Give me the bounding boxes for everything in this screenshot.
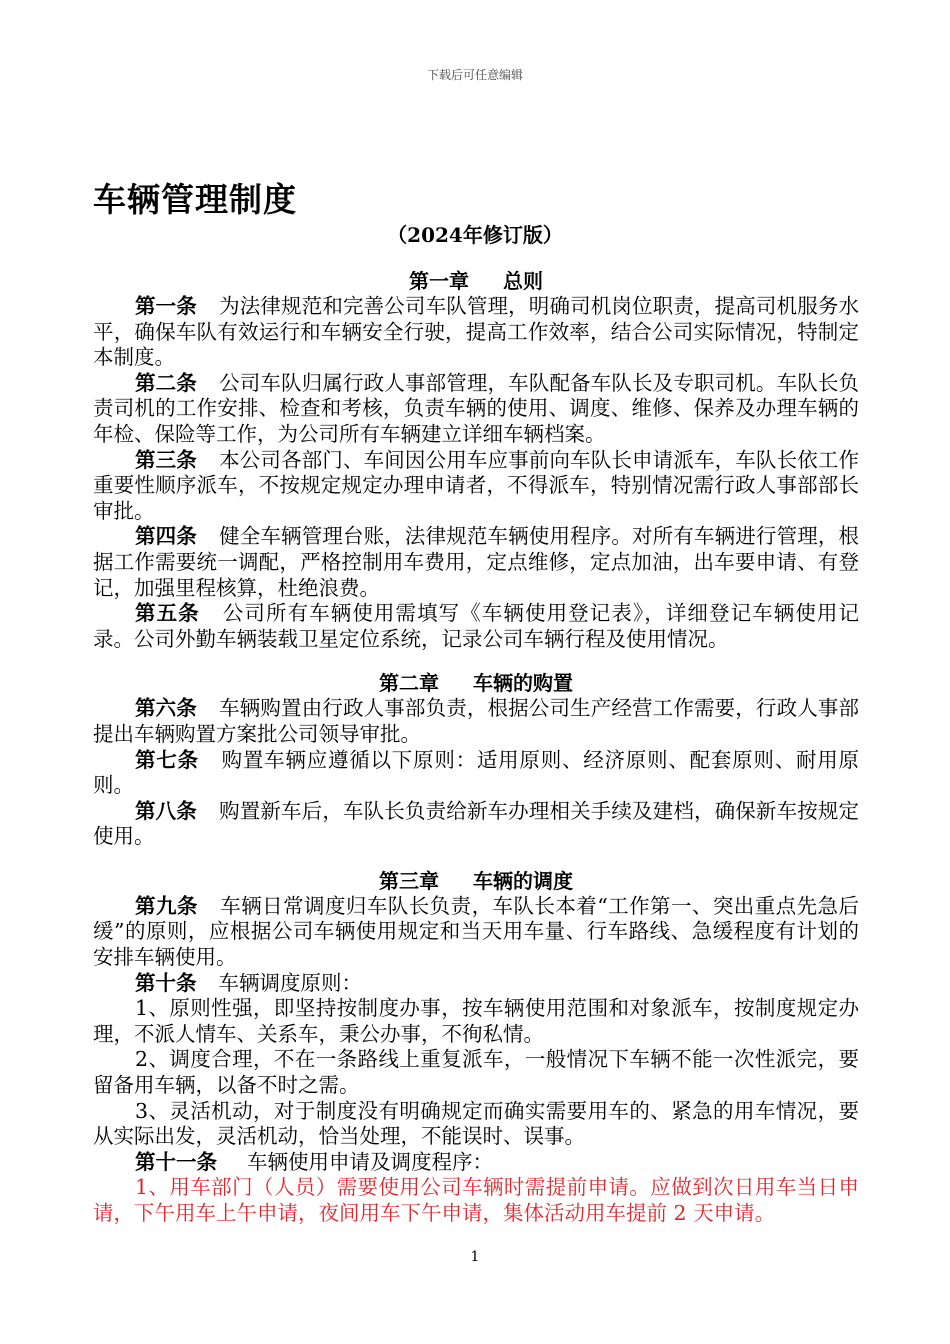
chapter-heading <box>93 670 859 696</box>
list-item-paragraph <box>93 1099 859 1150</box>
chapter-name: 车辆的调度 <box>473 868 573 893</box>
list-item-text: 3、灵活机动，对于制度没有明确规定而确实需要用车的、紧急的用车情况，要从实际出发，灵活机动，恰当处理，不能误时、误事。 <box>93 1098 859 1149</box>
article-text: 公司车队归属行政人事部管理，车队配备车队长及专职司机。车队长负责司机的工作安排、检查和考核，负责车辆的使用、调度、维修、保养及办理车辆的年检、保险等工作，为公司所有车辆建立详细车辆档案。 <box>93 370 860 446</box>
document-body <box>93 268 859 1227</box>
article-label: 第二条 <box>135 370 197 395</box>
article-paragraph <box>93 748 859 799</box>
article-text: 健全车辆管理台账，法律规范车辆使用程序。对所有车辆进行管理，根据工作需要统一调配，严格控制用车费用，定点维修，定点加油，出车要申请、有登记，加强里程核算，杜绝浪费。 <box>93 524 860 600</box>
chapter-heading <box>93 268 859 294</box>
article-text: 车辆调度原则： <box>218 970 362 995</box>
page-number: 1 <box>470 1249 480 1265</box>
article-paragraph <box>93 371 859 448</box>
chapter-number: 第二章 <box>379 671 439 696</box>
highlighted-list-item <box>93 1175 859 1226</box>
article-paragraph <box>93 601 859 652</box>
article-text: 为法律规范和完善公司车队管理，明确司机岗位职责，提高司机服务水平，确保车队有效运行和车辆安全行驶，提高工作效率，结合公司实际情况，特制定本制度。 <box>93 294 860 370</box>
article-label: 第九条 <box>135 893 198 918</box>
article-text: 车辆日常调度归车队长负责，车队长本着“工作第一、突出重点先急后缓”的原则，应根据公司车辆使用规定和当天用车量、行车路线、急缓程度有计划的安排车辆使用。 <box>93 893 859 970</box>
article-paragraph <box>93 1150 859 1176</box>
article-text: 车辆购置由行政人事部负责，根据公司生产经营工作需要，行政人事部提出车辆购置方案批公司领导审批。 <box>93 696 860 746</box>
chapter-number: 第三章 <box>379 868 439 893</box>
article-text: 公司所有车辆使用需填写《车辆使用登记表》，详细登记车辆使用记录。公司外勤车辆装载卫星定位系统，记录公司车辆行程及使用情况。 <box>93 601 859 651</box>
article-label: 第十一条 <box>135 1149 217 1174</box>
article-text: 购置车辆应遵循以下原则：适用原则、经济原则、配套原则、耐用原则。 <box>93 747 860 798</box>
article-paragraph <box>93 894 859 971</box>
article-text: 购置新车后，车队长负责给新车办理相关手续及建档，确保新车按规定使用。 <box>93 798 860 849</box>
article-paragraph <box>93 799 859 850</box>
article-label: 第一条 <box>135 294 197 318</box>
document-title: 车辆管理制度 <box>93 180 297 219</box>
list-item-paragraph <box>93 1047 859 1098</box>
article-paragraph <box>93 294 859 371</box>
list-item-paragraph <box>93 996 859 1047</box>
article-paragraph <box>93 448 859 525</box>
article-label: 第十条 <box>135 970 197 995</box>
list-item-text: 1、原则性强，即坚持按制度办事，按车辆使用范围和对象派车，按制度规定办理，不派人情车、关系车，秉公办事，不徇私情。 <box>93 996 859 1046</box>
article-paragraph <box>93 696 859 747</box>
chapter-number: 第一章 <box>409 269 469 293</box>
header-note: 下载后可任意编辑 <box>426 68 523 82</box>
article-paragraph <box>93 971 859 997</box>
article-label: 第四条 <box>135 524 197 549</box>
list-item-text: 2、调度合理，不在一条路线上重复派车，一般情况下车辆不能一次性派完，要留备用车辆，以备不时之需。 <box>93 1047 859 1098</box>
chapter-name: 总则 <box>503 269 543 293</box>
article-label: 第八条 <box>135 798 197 823</box>
article-paragraph <box>93 524 859 601</box>
article-text: 本公司各部门、车间因公用车应事前向车队长申请派车，车队长依工作重要性顺序派车，不按规定规定办理申请者，不得派车，特别情况需行政人事部部长审批。 <box>93 447 860 523</box>
article-label: 第七条 <box>135 747 199 772</box>
article-label: 第三条 <box>135 447 197 472</box>
list-item-text: 1、用车部门（人员）需要使用公司车辆时需提前申请。应做到次日用车当日申请，下午用车上午申请，夜间用车下午申请，集体活动用车提前 2 天申请。 <box>93 1175 859 1225</box>
chapter-heading <box>93 868 859 894</box>
article-label: 第六条 <box>135 696 197 721</box>
chapter-name: 车辆的购置 <box>473 671 573 696</box>
document-subtitle: （2024年修订版） <box>387 223 563 247</box>
article-text: 车辆使用申请及调度程序： <box>247 1149 493 1174</box>
article-label: 第五条 <box>135 601 200 626</box>
